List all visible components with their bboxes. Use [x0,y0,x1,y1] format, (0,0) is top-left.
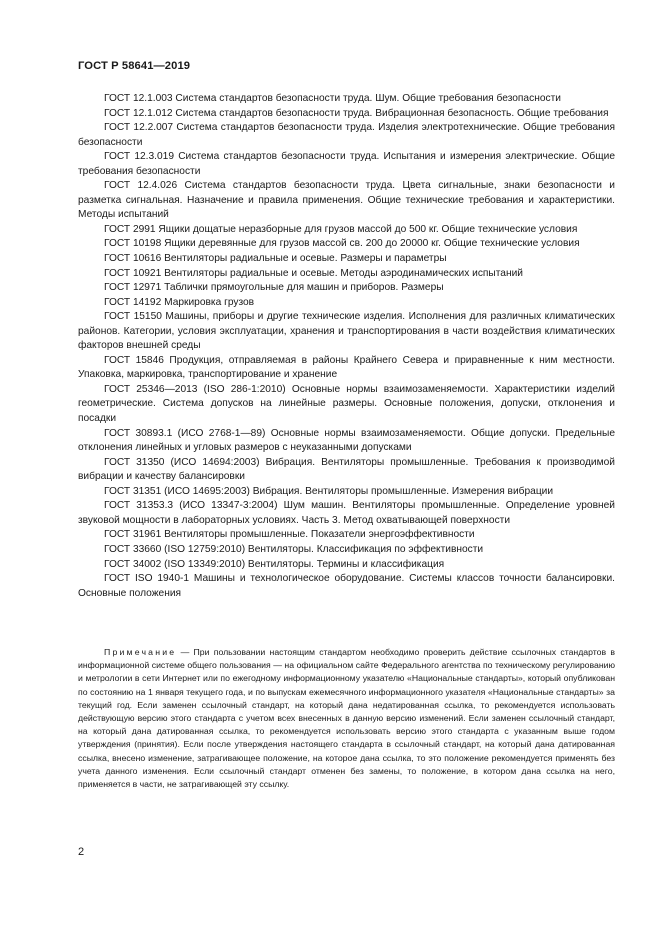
reference-item: ГОСТ 12971 Таблички прямоугольные для машин и приборов. Размеры [104,282,444,294]
reference-item: ГОСТ 2991 Ящики дощатые неразборные для грузов массой до 500 кг. Общие технические условия [104,223,578,235]
reference-item: ГОСТ 12.1.012 Система стандартов безопасности труда. Вибрационная безопасность. Общие требования [104,107,609,119]
page-number: 2 [78,846,85,858]
reference-item: ГОСТ 15150 Машины, приборы и другие технические изделия. Исполнения для различных климатических районов. Категории, условия эксплуатации, хранения и транспортирования в части воздействия климатических факторов внешней среды [78,311,615,352]
reference-item: ГОСТ ISO 1940-1 Машины и технологическое оборудование. Системы классов точности балансировки. Основные положения [78,573,615,599]
reference-item: ГОСТ 12.3.019 Система стандартов безопасности труда. Испытания и измерения электрические. Общие требования безопасности [78,151,615,177]
normative-references-list [78,92,615,601]
reference-item: ГОСТ 33660 (ISO 12759:2010) Вентиляторы. Классификация по эффективности [104,543,484,555]
reference-item: ГОСТ 10198 Ящики деревянные для грузов массой св. 200 до 20000 кг. Общие технические условия [104,238,580,250]
reference-item: ГОСТ 34002 (ISO 13349:2010) Вентиляторы. Термины и классификация [104,558,445,570]
note-label: Примечание [104,647,177,657]
reference-item: ГОСТ 25346—2013 (ISO 286-1:2010) Основные нормы взаимозаменяемости. Характеристики изделий геометрические. Система допусков на линейные размеры. Основные положения, допуски, отклонения и посадки [78,383,615,425]
reference-item: ГОСТ 31353.3 (ИСО 13347-3:2004) Шум машин. Вентиляторы промышленные. Определение уровней звуковой мощности в лабораторных условиях. Часть 3. Метод охватывающей поверхности [78,500,615,526]
reference-item: ГОСТ 10616 Вентиляторы радиальные и осевые. Размеры и параметры [104,253,447,265]
reference-item: ГОСТ 12.4.026 Система стандартов безопасности труда. Цвета сигнальные, знаки безопасности и разметка сигнальная. Назначение и правила применения. Общие технические требования и характеристики. Методы испытаний [78,180,615,221]
note-text: — При пользовании настоящим стандартом необходимо проверить действие ссылочных стандартов в информационной системе общего пользования — на официальном сайте Федерального агентства по техническому регулированию и метрологии в сети Интернет или по ежегодному информационному указателю «Национальные стандарты», который опубликован по состоянию на 1 января текущего года, и по выпускам ежемесячного информационного указателя «Национальные стандарты» за текущий год. Если заменен ссылочный стандарт, на который дана недатированная ссылка, то рекомендуется использовать действующую версию этого стандарта с учетом всех внесенных в данную версию изменений. Если заменен ссылочный стандарт, на который дана датированная ссылка, то рекомендуется использовать версию этого стандарта с указанным выше годом утверждения (принятия). Если после утверждения настоящего стандарта в ссылочный стандарт, на который дана датированная ссылка, внесено изменение, затрагивающее положение, на которое дана ссылка, то это положение рекомендуется применять без учета данного изменения. Если ссылочный стандарт отменен без замены, то положение, в котором дана ссылка на него, применяется в части, не затрагивающей эту ссылку. [78,647,615,790]
page-header: ГОСТ Р 58641—2019 [78,60,191,72]
reference-item: ГОСТ 15846 Продукция, отправляемая в районы Крайнего Севера и приравненные к ним местности. Упаковка, маркировка, транспортирование и хранение [78,354,615,381]
reference-item: ГОСТ 12.1.003 Система стандартов безопасности труда. Шум. Общие требования безопасности [104,93,561,104]
reference-item: ГОСТ 30893.1 (ИСО 2768-1—89) Основные нормы взаимозаменяемости. Общие допуски. Предельные отклонения линейных и угловых размеров с неуказанными допусками [78,427,615,454]
reference-item: ГОСТ 31351 (ИСО 14695:2003) Вибрация. Вентиляторы промышленные. Измерения вибрации [104,485,554,497]
reference-item: ГОСТ 10921 Вентиляторы радиальные и осевые. Методы аэродинамических испытаний [104,267,523,279]
reference-item: ГОСТ 31961 Вентиляторы промышленные. Показатели энергоэффективности [104,529,475,541]
reference-item: ГОСТ 31350 (ИСО 14694:2003) Вибрация. Вентиляторы промышленные. Требования к производимой вибрации и качеству балансировки [78,456,615,483]
reference-item: ГОСТ 14192 Маркировка грузов [104,296,255,308]
reference-item: ГОСТ 12.2.007 Система стандартов безопасности труда. Изделия электротехнические. Общие требования безопасности [78,122,615,148]
note-paragraph [78,646,615,791]
